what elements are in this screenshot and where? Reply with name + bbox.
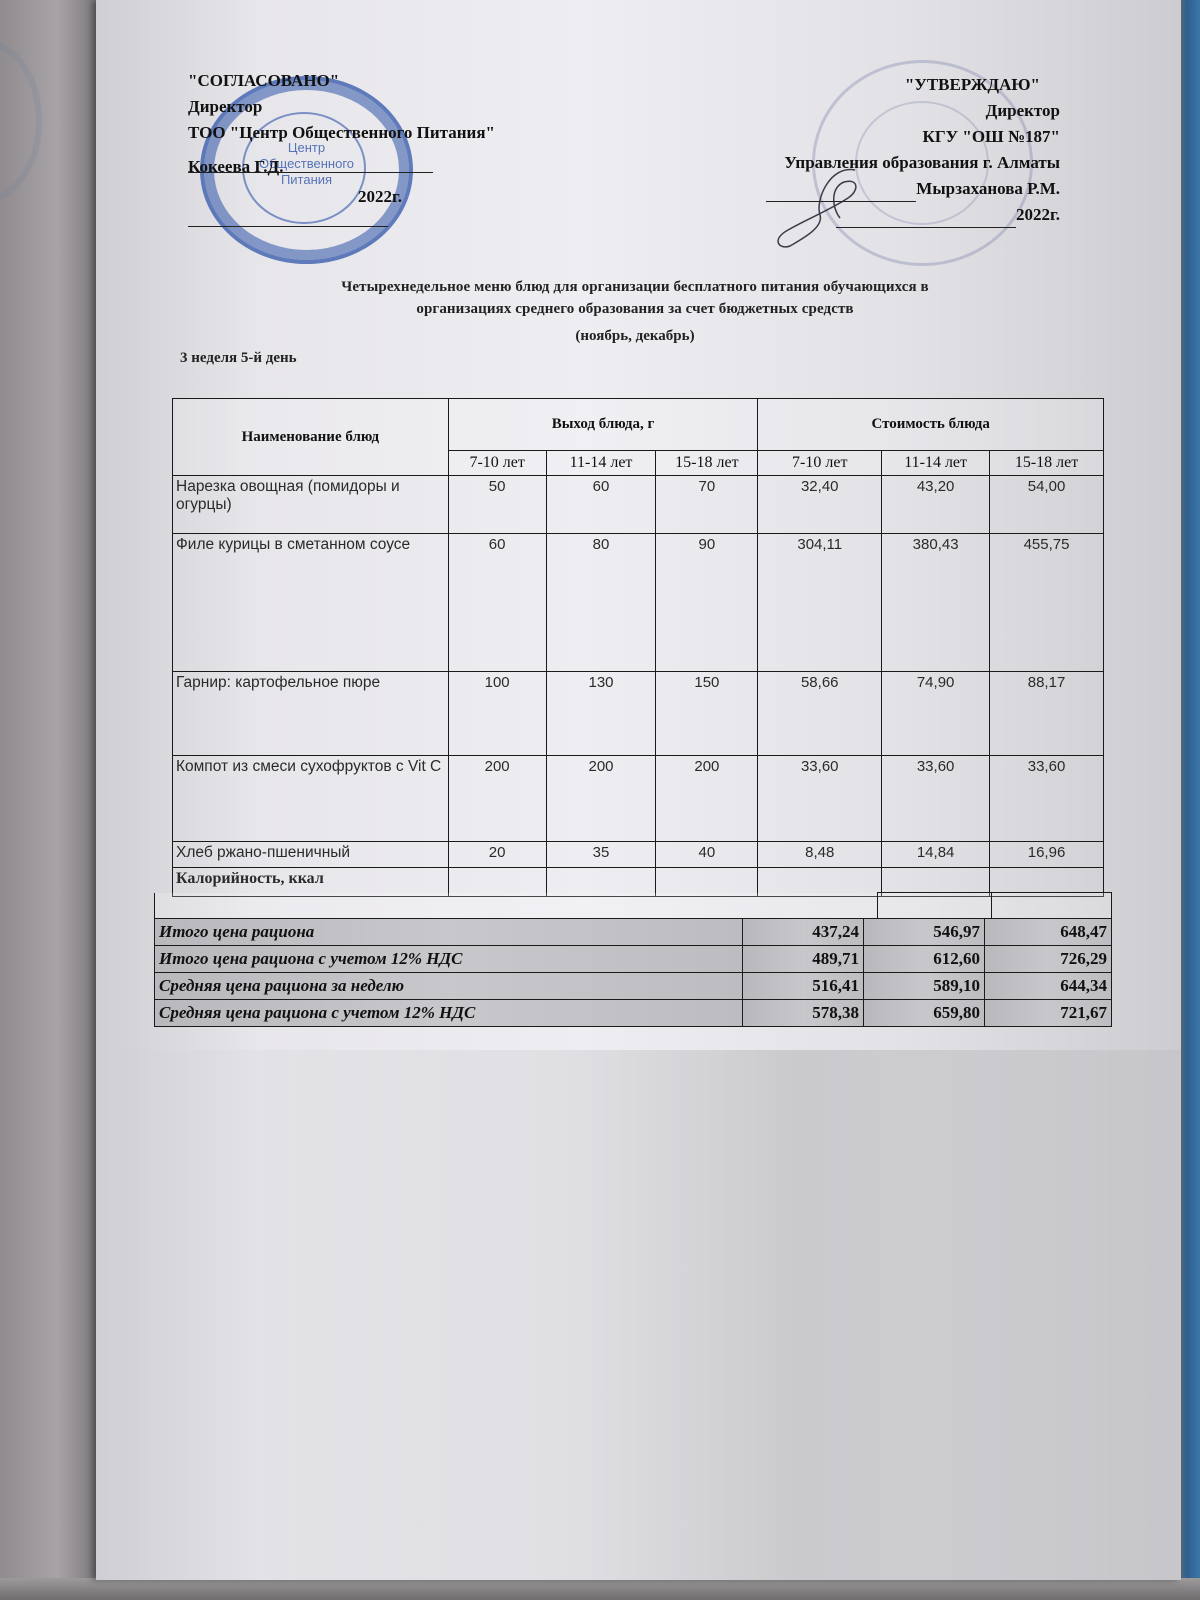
totals-row <box>155 1000 1112 1027</box>
calorie-label: Калорийность, ккал <box>173 868 449 897</box>
yield-value: 130 <box>546 672 656 756</box>
approval-name-text: Мырзаханова Р.М. <box>916 179 1060 198</box>
document-period: (ноябрь, декабрь) <box>575 328 695 344</box>
dish-name: Нарезка овощная (помидоры и огурцы) <box>173 476 449 534</box>
table-row <box>173 534 1104 672</box>
dish-name: Гарнир: картофельное пюре <box>173 672 449 756</box>
totals-value: 546,97 <box>864 919 985 946</box>
column-group-cost: Стоимость блюда <box>758 399 1104 451</box>
totals-label: Средняя цена рациона с учетом 12% НДС <box>155 1000 743 1027</box>
approval-organization: КГУ "ОШ №187" <box>922 127 1060 146</box>
table-row <box>173 756 1104 842</box>
cost-value: 88,17 <box>990 672 1104 756</box>
yield-value: 70 <box>656 476 758 534</box>
approval-heading: "УТВЕРЖДАЮ" <box>904 75 1040 94</box>
stamp-text: Центр <box>287 140 326 155</box>
yield-value: 50 <box>448 476 546 534</box>
approval-block-left <box>188 68 608 210</box>
cost-value: 58,66 <box>758 672 882 756</box>
totals-table <box>154 918 1112 1027</box>
column-group-yield: Выход блюда, г <box>448 399 758 451</box>
totals-value: 659,80 <box>864 1000 985 1027</box>
approval-date-text: 2022г. <box>1015 205 1060 224</box>
yield-value: 200 <box>656 756 758 842</box>
totals-value: 516,41 <box>743 973 864 1000</box>
background-edge-bottom <box>0 1578 1200 1600</box>
yield-value: 35 <box>546 842 656 868</box>
approval-block-right <box>640 75 1060 228</box>
totals-value: 721,67 <box>985 1000 1112 1027</box>
column-header-age: 15-18 лет <box>656 451 758 476</box>
yield-value: 20 <box>448 842 546 868</box>
table-row <box>173 476 1104 534</box>
totals-row <box>155 973 1112 1000</box>
stamp-text: Питания <box>280 172 333 187</box>
approval-organization: ТОО "Центр Общественного Питания" <box>188 123 495 142</box>
cost-value: 304,11 <box>758 534 882 672</box>
ghost-stamp-icon <box>0 40 42 202</box>
yield-value: 80 <box>546 534 656 672</box>
cost-value: 14,84 <box>882 842 990 868</box>
background-sheet-left <box>0 0 96 1600</box>
yield-value: 150 <box>656 672 758 756</box>
cost-value: 54,00 <box>990 476 1104 534</box>
approval-position: Директор <box>188 97 263 116</box>
cost-value: 8,48 <box>758 842 882 868</box>
column-header-age: 7-10 лет <box>758 451 882 476</box>
title-line-2: организациях среднего образования за счет бюджетных средств <box>416 301 854 317</box>
approval-department: Управления образования г. Алматы <box>784 153 1060 172</box>
page-shadow <box>96 1050 1181 1580</box>
approval-date <box>640 202 1060 228</box>
column-header-age: 11-14 лет <box>882 451 990 476</box>
totals-value: 589,10 <box>864 973 985 1000</box>
column-header-age: 15-18 лет <box>990 451 1104 476</box>
cost-value: 33,60 <box>758 756 882 842</box>
dish-name: Филе курицы в сметанном соусе <box>173 534 449 672</box>
column-header-dish-name: Наименование блюд <box>173 399 449 476</box>
totals-label: Средняя цена рациона за неделю <box>155 973 743 1000</box>
yield-value: 200 <box>546 756 656 842</box>
approval-position: Директор <box>985 101 1060 120</box>
column-header-age: 11-14 лет <box>546 451 656 476</box>
stamp-text: Общественного <box>258 156 355 171</box>
dish-name: Компот из смеси сухофруктов с Vit C <box>173 756 449 842</box>
totals-value: 644,34 <box>985 973 1112 1000</box>
yield-value: 60 <box>546 476 656 534</box>
day-label: 3 неделя 5-й день <box>180 350 297 366</box>
yield-value: 90 <box>656 534 758 672</box>
cost-value: 74,90 <box>882 672 990 756</box>
yield-value: 100 <box>448 672 546 756</box>
totals-value: 612,60 <box>864 946 985 973</box>
totals-value: 648,47 <box>985 919 1112 946</box>
column-header-age: 7-10 лет <box>448 451 546 476</box>
menu-table <box>172 398 1104 897</box>
yield-value: 200 <box>448 756 546 842</box>
document-title <box>200 276 1070 320</box>
cost-value: 33,60 <box>990 756 1104 842</box>
dish-name: Хлеб ржано-пшеничный <box>173 842 449 868</box>
table-row <box>173 842 1104 868</box>
table-header-row <box>173 399 1104 451</box>
title-line-1: Четырехнедельное меню блюд для организации бесплатного питания обучающихся в <box>341 279 929 295</box>
totals-value: 726,29 <box>985 946 1112 973</box>
date-line <box>836 227 1016 228</box>
approval-heading: "СОГЛАСОВАНО" <box>188 71 340 90</box>
yield-value: 60 <box>448 534 546 672</box>
yield-value: 40 <box>656 842 758 868</box>
date-line <box>188 226 388 227</box>
totals-row <box>155 919 1112 946</box>
cost-value: 33,60 <box>882 756 990 842</box>
cost-value: 32,40 <box>758 476 882 534</box>
approval-date: 2022г. <box>358 187 403 206</box>
totals-value: 437,24 <box>743 919 864 946</box>
cost-value: 455,75 <box>990 534 1104 672</box>
table-row <box>173 672 1104 756</box>
cost-value: 43,20 <box>882 476 990 534</box>
background-edge-right <box>1178 0 1200 1600</box>
totals-label: Итого цена рациона <box>155 919 743 946</box>
cost-value: 16,96 <box>990 842 1104 868</box>
totals-value: 578,38 <box>743 1000 864 1027</box>
approval-name: Кокеева Г.Д. <box>188 157 284 176</box>
totals-value: 489,71 <box>743 946 864 973</box>
cost-value: 380,43 <box>882 534 990 672</box>
approval-name <box>640 176 1060 202</box>
totals-label: Итого цена рациона с учетом 12% НДС <box>155 946 743 973</box>
signature-line <box>188 172 433 173</box>
totals-row <box>155 946 1112 973</box>
